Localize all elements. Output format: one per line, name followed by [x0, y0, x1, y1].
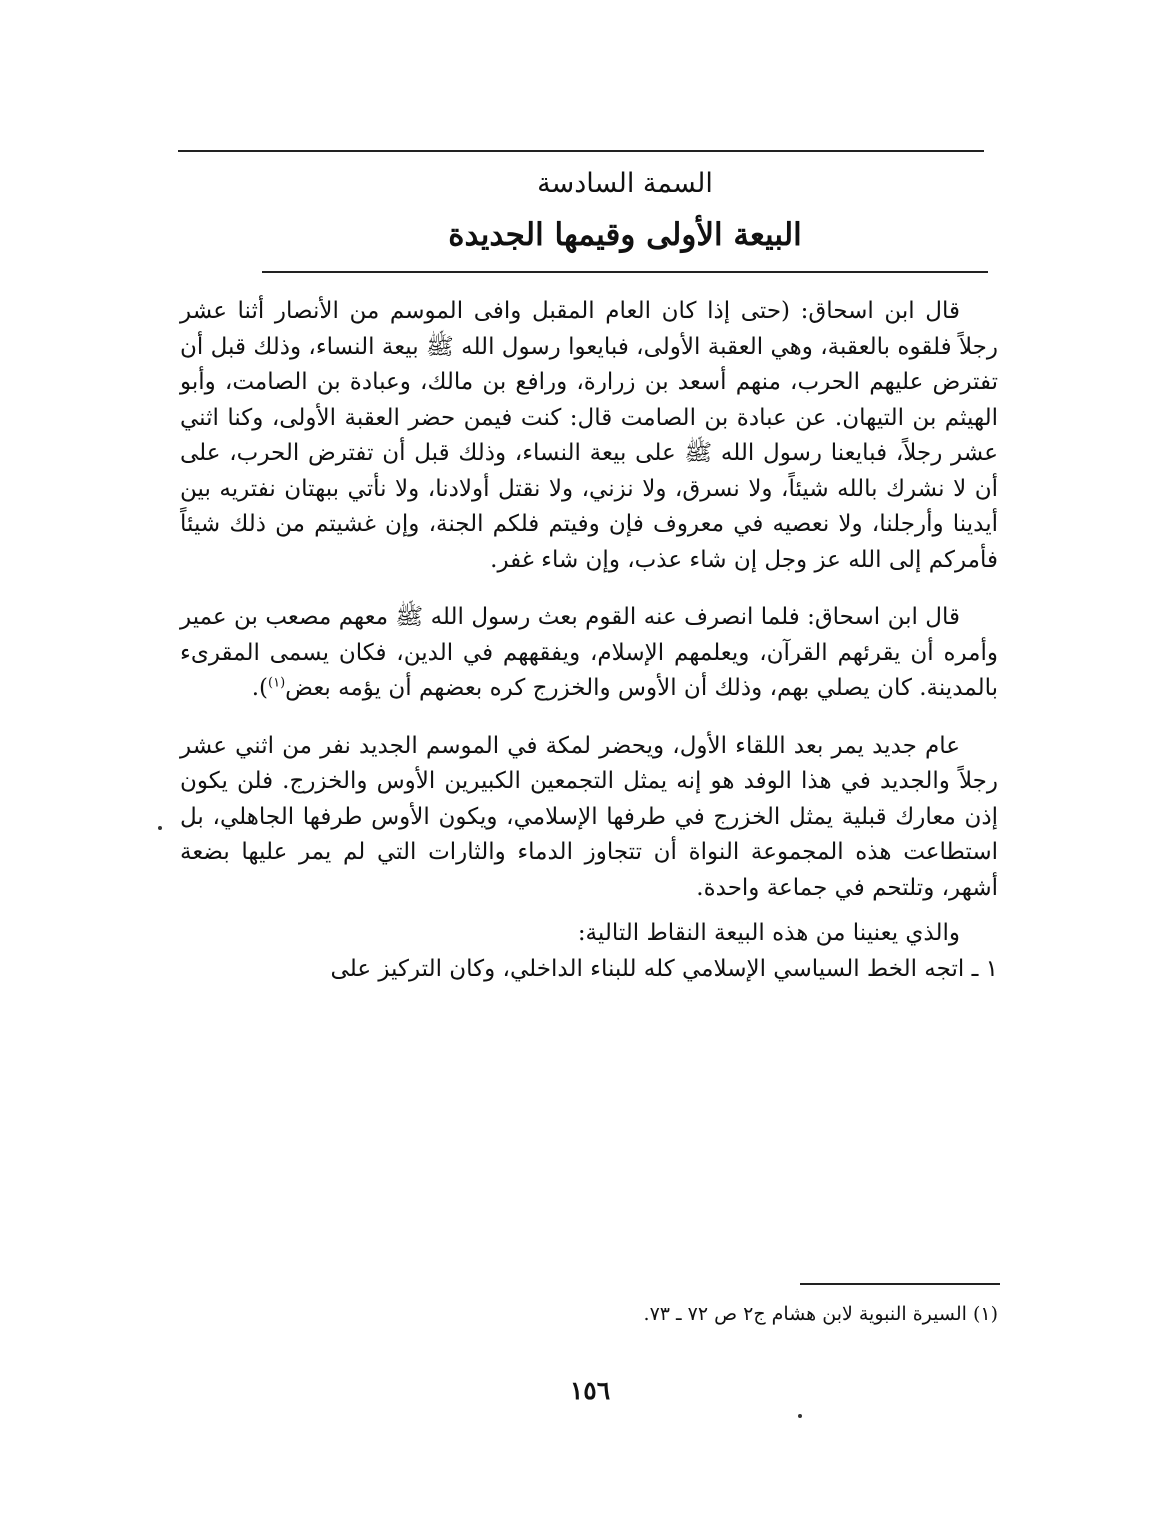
page-number: ١٥٦: [569, 1376, 611, 1405]
scan-speck: [798, 1414, 802, 1418]
paragraph-2-end: ).: [251, 675, 268, 701]
paragraph-2-text: قال ابن اسحاق: فلما انصرف عنه القوم بعث رسول الله ﷺ معهم مصعب بن عمير وأمره أن يقرئهم القرآن، ويعلمهم الإسلام، ويفقههم في الدين، فكان يسمى المقرىء بالمدينة. كان يصلي بهم، وذلك أن الأوس والخزرج كره بعضهم أن يؤمه بعض: [180, 604, 998, 701]
paragraph-3: عام جديد يمر بعد اللقاء الأول، ويحضر لمكة في الموسم الجديد نفر من اثني عشر رجلاً والجديد في هذا الوفد هو إنه يمثل التجمعين الكبيرين الأوس والخزرج. فلن يكون إذن معارك قبلية يمثل الخزرج في طرفها الإسلامي، ويكون الأوس طرفها الجاهلي، بل استطاعت هذه المجموعة النواة أن تتجاوز الدماء والثارات التي لم يمر عليها بضعة أشهر، وتلتحم في جماعة واحدة.: [180, 732, 998, 901]
section-title: البيعة الأولى وقيمها الجديدة: [448, 217, 802, 253]
scan-speck: [158, 826, 162, 830]
title-rule: [262, 271, 988, 273]
top-rule: [178, 150, 984, 152]
footnote: (١) السيرة النبوية لابن هشام ج٢ ص ٧٢ ـ ٧٣.: [643, 1303, 998, 1325]
point-1: ١ ـ اتجه الخط السياسي الإسلامي كله للبناء الداخلي، وكان التركيز على: [330, 955, 998, 982]
section-subtitle: السمة السادسة: [537, 168, 713, 199]
paragraph-2: [180, 600, 998, 707]
footnote-ref: (١): [268, 675, 286, 691]
paragraph-4: والذي يعنينا من هذه البيعة النقاط التالية:: [577, 920, 960, 946]
body-text: [180, 294, 998, 987]
footnote-rule: [800, 1283, 1000, 1285]
paragraph-1: قال ابن اسحاق: (حتى إذا كان العام المقبل وافى الموسم من الأنصار أثنا عشر رجلاً فلقوه بالعقبة، وهي العقبة الأولى، فبايعوا رسول الله ﷺ بيعة النساء، وذلك قبل أن تفترض عليهم الحرب، منهم أسعد بن زرارة، ورافع بن مالك، وعبادة بن الصامت، وأبو الهيثم بن التيهان. عن عبادة بن الصامت قال: كنت فيمن حضر العقبة الأولى، وكنا اثني عشر رجلاً، فبايعنا رسول الله ﷺ على بيعة النساء، وذلك قبل أن تفترض الحرب، على أن لا نشرك بالله شيئاً، ولا نسرق، ولا نزني، ولا نقتل أولادنا، ولا نأتي ببهتان نفتريه بين أيدينا وأرجلنا، ولا نعصيه في معروف فإن وفيتم فلكم الجنة، وإن غشيتم من ذلك شيئاً فأمركم إلى الله عز وجل إن شاء عذب، وإن شاء غفر.: [180, 298, 998, 573]
